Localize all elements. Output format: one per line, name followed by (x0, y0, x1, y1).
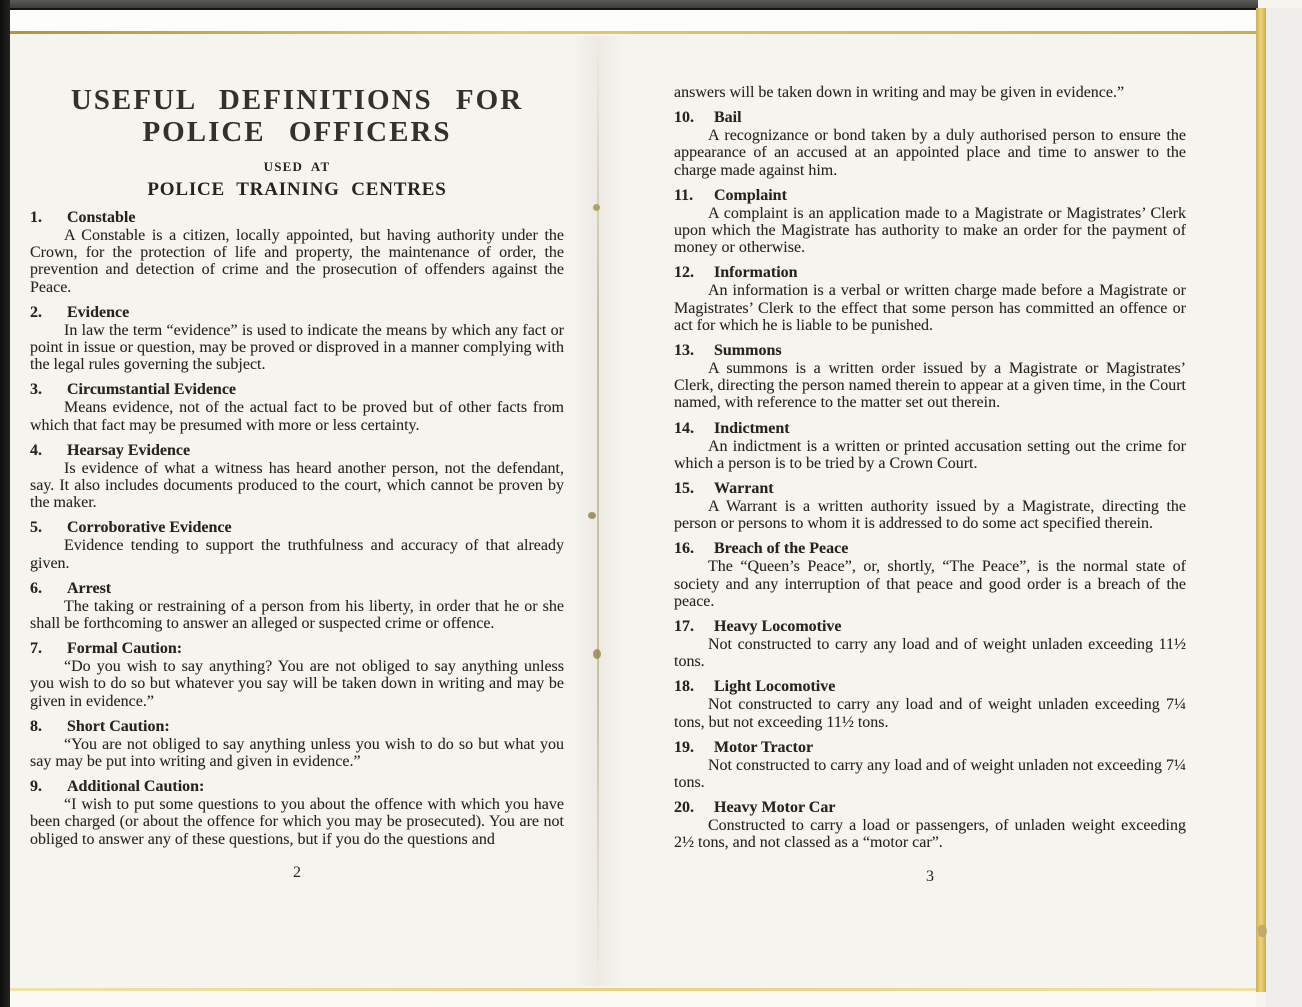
definition-number: 17. (674, 618, 694, 636)
definition-item (674, 540, 1186, 610)
definition-item (674, 264, 1186, 334)
definition-item (674, 187, 1186, 257)
center-fold-crease (597, 42, 599, 982)
definition-number: 7. (30, 640, 42, 658)
definition-item (674, 109, 1186, 179)
definition-item (30, 718, 564, 770)
definition-number: 2. (30, 303, 42, 321)
definition-body: The taking or restraining of a person from his liberty, in order that he or she shall be forthcoming to answer an alleged or suspected crime or offence. (30, 597, 564, 632)
definition-number: 16. (674, 540, 694, 558)
definition-heading-row (30, 640, 564, 657)
definition-heading-row (674, 342, 1186, 359)
definition-body: Not constructed to carry any load and of weight unladen exceeding 7¼ tons, but not exceeding 11½ tons. (674, 696, 1186, 731)
definition-item (674, 480, 1186, 532)
page-edge-bottom-strip (10, 991, 1256, 1007)
definition-item (30, 442, 564, 512)
center-fold-shadow (572, 36, 626, 986)
definition-term: Formal Caution: (67, 640, 183, 658)
definition-term: Short Caution: (67, 717, 170, 735)
definitions-list-right (674, 109, 1186, 851)
scanner-edge-left (0, 0, 10, 1007)
definition-term: Complaint (714, 186, 787, 204)
definition-item (30, 640, 564, 710)
definition-number: 13. (674, 342, 694, 360)
staple-mark (588, 512, 596, 519)
page-number-left: 2 (293, 863, 301, 881)
definition-item (674, 739, 1186, 791)
definition-body: Means evidence, not of the actual fact to be proved but of other facts from which that fact may be presumed with more or less certainty. (30, 399, 564, 434)
page-right (674, 84, 1186, 886)
definition-body: Evidence tending to support the truthfulness and accuracy of that already given. (30, 537, 564, 572)
definition-heading-row (30, 209, 564, 226)
definition-body: “You are not obliged to say anything unless you wish to do so but what you say may be put into writing and given in evidence.” (30, 735, 564, 770)
definition-body: A summons is a written order issued by a Magistrate or Magistrates’ Clerk, directing the person named therein to appear at a given time, in the Court named, with reference to the matter set out therein. (674, 360, 1186, 412)
page-number-right: 3 (926, 867, 934, 885)
booklet-cover-edge-right (1256, 8, 1266, 992)
definition-heading-row (674, 678, 1186, 695)
page-title-line2: POLICE OFFICERS (142, 116, 452, 149)
definition-heading-row (30, 580, 564, 597)
definition-term: Indictment (714, 419, 790, 437)
definition-number: 1. (30, 208, 42, 226)
definition-body: Not constructed to carry any load and of weight unladen exceeding 11½ tons. (674, 636, 1186, 671)
definition-term: Arrest (67, 579, 112, 597)
page-left (30, 84, 564, 882)
definition-term: Hearsay Evidence (67, 441, 191, 459)
definition-number: 8. (30, 717, 42, 735)
definition-term: Summons (714, 342, 782, 360)
definition-term: Evidence (67, 303, 130, 321)
definition-body: An information is a verbal or written charge made before a Magistrate or Magistrates’ Clerk to the effect that some person has committed an offence or act for which he is liable to be punished. (674, 282, 1186, 334)
staple-mark (593, 204, 600, 211)
page-edge-top-strip (10, 10, 1258, 31)
definition-number: 3. (30, 381, 42, 399)
page-title-line1: USEFUL DEFINITIONS FOR (70, 84, 524, 116)
definition-item (30, 778, 564, 848)
definition-body: A Warrant is a written authority issued by a Magistrate, directing the person or persons to whom it is addressed to do some act specified therein. (674, 498, 1186, 533)
definition-heading-row (674, 109, 1186, 126)
definition-body: A recognizance or bond taken by a duly authorised person to ensure the appearance of an accused at an appointed place and time to answer to the charge made against him. (674, 127, 1186, 179)
definition-term: Motor Tractor (714, 738, 814, 756)
booklet-cover-edge-top (8, 31, 1258, 34)
definition-number: 11. (674, 186, 694, 204)
definition-heading-row (30, 519, 564, 536)
definition-term: Circumstantial Evidence (67, 381, 237, 399)
definition-heading-row (30, 442, 564, 459)
definition-item (674, 618, 1186, 670)
definition-heading-row (674, 264, 1186, 281)
definition-term: Breach of the Peace (714, 540, 849, 558)
definition-number: 10. (674, 109, 694, 127)
scanner-area-right (1266, 8, 1302, 1007)
definition-term: Heavy Motor Car (714, 799, 836, 817)
definition-body: Is evidence of what a witness has heard another person, not the defendant, say. It also includes documents produced to the court, which cannot be proven by the maker. (30, 459, 564, 512)
definition-item (674, 799, 1186, 851)
definition-item (30, 209, 564, 296)
definition-number: 12. (674, 264, 694, 282)
definition-body: A Constable is a citizen, locally appointed, but having authority under the Crown, for the protection of life and property, the maintenance of order, the prevention and detection of crime and the prosecution of offenders against the Peace. (30, 226, 564, 296)
definition-item (30, 519, 564, 571)
definition-number: 9. (30, 778, 42, 796)
definition-number: 14. (674, 419, 694, 437)
definition-body: A complaint is an application made to a Magistrate or Magistrates’ Clerk upon which the Magistrate has authority to make an order for the payment of money or otherwise. (674, 204, 1186, 257)
definition-term: Corroborative Evidence (67, 519, 232, 537)
continuation-paragraph: answers will be taken down in writing and may be given in evidence.” (674, 84, 1125, 101)
definition-heading-row (30, 381, 564, 398)
definition-heading-row (674, 187, 1186, 204)
definition-body: Not constructed to carry any load and of weight unladen not exceeding 7¼ tons. (674, 756, 1186, 792)
subtitle-used-at: USED AT (263, 158, 331, 174)
definition-number: 5. (30, 519, 42, 537)
definition-item (30, 580, 564, 632)
definition-heading-row (30, 304, 564, 321)
definition-number: 4. (30, 441, 42, 459)
definition-number: 20. (674, 799, 694, 817)
definition-body: “I wish to put some questions to you about the offence with which you have been charged (or about the offence for which you may be prosecuted). You are not obliged to answer any of these questions, but if you do the questions and (30, 796, 564, 848)
definition-body: “Do you wish to say anything? You are not obliged to say anything unless you wish to do so but whatever you say will be taken down in writing and may be given in evidence.” (30, 658, 564, 710)
definition-item (674, 678, 1186, 730)
definition-number: 19. (674, 738, 694, 756)
definition-term: Warrant (714, 480, 774, 498)
definition-heading-row (674, 480, 1186, 497)
definition-item (30, 304, 564, 374)
definition-term: Constable (67, 208, 136, 226)
definition-number: 18. (674, 678, 694, 696)
definitions-list-left (30, 209, 564, 848)
definition-number: 6. (30, 579, 42, 597)
subtitle-training-centres: POLICE TRAINING CENTRES (147, 178, 447, 200)
definition-number: 15. (674, 480, 694, 498)
definition-heading-row (30, 718, 564, 735)
definition-item (30, 381, 564, 433)
definition-body: Constructed to carry a load or passengers, of unladen weight exceeding 2½ tons, and not classed as a “motor car”. (674, 817, 1186, 852)
definition-term: Information (714, 264, 798, 282)
definition-term: Bail (714, 109, 742, 127)
definition-body: The “Queen’s Peace”, or, shortly, “The Peace”, is the normal state of society and any interruption of that peace and good order is a breach of the peace. (674, 558, 1186, 610)
definition-term: Additional Caution: (67, 778, 205, 796)
definition-heading-row (30, 778, 564, 795)
definition-term: Light Locomotive (714, 678, 836, 696)
definition-item (674, 342, 1186, 412)
definition-heading-row (674, 799, 1186, 816)
definition-item (674, 420, 1186, 472)
page-smudge (1258, 925, 1267, 937)
definition-heading-row (674, 618, 1186, 635)
definition-body: An indictment is a written or printed accusation setting out the crime for which a person is to be tried by a Crown Court. (674, 437, 1186, 472)
definition-heading-row (674, 739, 1186, 756)
definition-heading-row (674, 540, 1186, 557)
definition-term: Heavy Locomotive (714, 618, 842, 636)
scanner-edge-top (0, 0, 1258, 10)
definition-body: In law the term “evidence” is used to indicate the means by which any fact or point in issue or question, may be proved or disproved in a manner complying with the legal rules governing the subject. (30, 321, 564, 374)
staple-mark (593, 649, 601, 659)
definition-heading-row (674, 420, 1186, 437)
